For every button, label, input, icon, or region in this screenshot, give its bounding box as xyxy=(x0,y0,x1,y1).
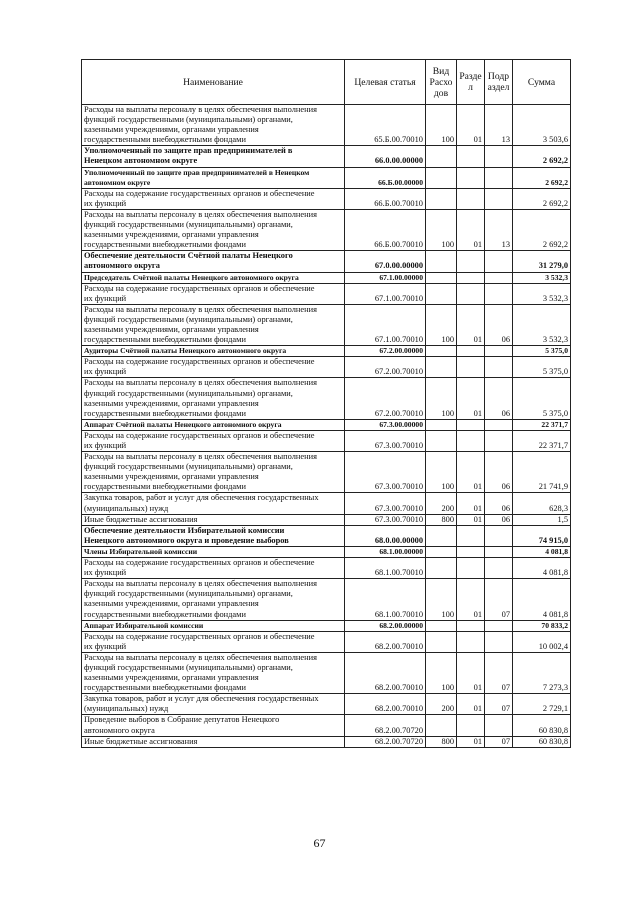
row-sum: 5 375,0 xyxy=(513,378,571,419)
row-name xyxy=(82,736,345,747)
table-row xyxy=(82,558,571,579)
row-name-line: Уполномоченный по защите прав предпринимателей в xyxy=(84,146,293,156)
row-expense-type: 100 xyxy=(426,304,457,345)
row-name xyxy=(82,346,345,357)
row-subsection xyxy=(485,188,513,209)
row-expense-type xyxy=(426,251,457,272)
row-section xyxy=(457,188,485,209)
row-name-line: государственными внебюджетными фондами xyxy=(84,482,246,492)
row-expense-type: 100 xyxy=(426,579,457,620)
row-section xyxy=(457,283,485,304)
table-row xyxy=(82,272,571,283)
row-name-line: функций государственными (муниципальными) органами, xyxy=(84,220,293,230)
row-name-line: (муниципальных) нужд xyxy=(84,704,169,714)
row-section: 01 xyxy=(457,378,485,419)
row-subsection xyxy=(485,715,513,736)
row-subsection: 07 xyxy=(485,736,513,747)
row-name xyxy=(82,493,345,514)
row-target-article: 67.2.00.00000 xyxy=(345,346,426,357)
row-section xyxy=(457,357,485,378)
row-section xyxy=(457,631,485,652)
header-sum: Сумма xyxy=(513,60,571,105)
row-name xyxy=(82,579,345,620)
row-section: 01 xyxy=(457,452,485,493)
row-name-line: казенными учреждениями, органами управления xyxy=(84,472,259,482)
row-name xyxy=(82,378,345,419)
row-target-article: 68.2.00.00000 xyxy=(345,620,426,631)
row-name-line: казенными учреждениями, органами управления xyxy=(84,125,259,135)
row-name-line: (муниципальных) нужд xyxy=(84,503,169,513)
row-name-line: государственными внебюджетными фондами xyxy=(84,683,246,693)
table-row xyxy=(82,631,571,652)
row-subsection: 07 xyxy=(485,652,513,693)
row-sum: 60 830,8 xyxy=(513,736,571,747)
row-expense-type: 800 xyxy=(426,514,457,525)
row-name-line: казенными учреждениями, органами управления xyxy=(84,398,259,408)
header-section: Разде л xyxy=(457,60,485,105)
table-row xyxy=(82,378,571,419)
row-target-article: 66.0.00.00000 xyxy=(345,146,426,167)
row-expense-type: 100 xyxy=(426,452,457,493)
row-name-line: Аппарат Счётной палаты Ненецкого автономного округа xyxy=(84,419,282,429)
row-target-article: 67.0.00.00000 xyxy=(345,251,426,272)
row-name-line: их функций xyxy=(84,641,127,651)
row-subsection xyxy=(485,546,513,557)
row-expense-type xyxy=(426,346,457,357)
header-target-article: Целевая статья xyxy=(345,60,426,105)
row-name xyxy=(82,715,345,736)
row-target-article: 66.Б.00.00000 xyxy=(345,167,426,188)
row-section xyxy=(457,430,485,451)
row-expense-type xyxy=(426,546,457,557)
row-target-article: 67.1.00.00000 xyxy=(345,272,426,283)
row-name-line: Закупка товаров, работ и услуг для обеспечения государственных xyxy=(84,493,319,503)
table-row xyxy=(82,283,571,304)
row-sum: 10 002,4 xyxy=(513,631,571,652)
table-row xyxy=(82,146,571,167)
row-expense-type xyxy=(426,525,457,546)
row-name-line: Иные бюджетные ассигнования xyxy=(84,514,198,524)
row-name xyxy=(82,272,345,283)
row-sum: 22 371,7 xyxy=(513,419,571,430)
row-name xyxy=(82,283,345,304)
table-row xyxy=(82,209,571,250)
header-expense-type: Вид Расхо дов xyxy=(426,60,457,105)
row-section: 01 xyxy=(457,579,485,620)
row-sum: 628,3 xyxy=(513,493,571,514)
row-sum: 7 273,3 xyxy=(513,652,571,693)
row-expense-type: 200 xyxy=(426,493,457,514)
row-expense-type: 100 xyxy=(426,652,457,693)
table-row xyxy=(82,419,571,430)
row-expense-type xyxy=(426,357,457,378)
row-expense-type xyxy=(426,631,457,652)
row-target-article: 68.1.00.00000 xyxy=(345,546,426,557)
row-name-line: функций государственными (муниципальными) органами, xyxy=(84,314,293,324)
row-subsection xyxy=(485,146,513,167)
row-subsection: 13 xyxy=(485,209,513,250)
row-name-line: их функций xyxy=(84,293,127,303)
budget-table xyxy=(81,59,571,748)
row-section xyxy=(457,620,485,631)
row-name xyxy=(82,167,345,188)
table-row xyxy=(82,546,571,557)
row-section xyxy=(457,715,485,736)
row-name-line: государственными внебюджетными фондами xyxy=(84,609,246,619)
row-target-article: 68.2.00.70720 xyxy=(345,736,426,747)
row-subsection: 06 xyxy=(485,493,513,514)
row-name-line: Расходы на выплаты персоналу в целях обеспечения выполнения xyxy=(84,378,317,388)
row-sum: 2 692,2 xyxy=(513,167,571,188)
row-name xyxy=(82,251,345,272)
row-name xyxy=(82,209,345,250)
row-subsection: 06 xyxy=(485,514,513,525)
row-sum: 3 532,3 xyxy=(513,272,571,283)
row-target-article: 67.3.00.70010 xyxy=(345,493,426,514)
row-name-line: Расходы на содержание государственных органов и обеспечение xyxy=(84,283,315,293)
row-name-line: Иные бюджетные ассигнования xyxy=(84,736,198,746)
row-subsection xyxy=(485,631,513,652)
row-target-article: 68.2.00.70010 xyxy=(345,652,426,693)
row-section: 01 xyxy=(457,105,485,146)
row-section xyxy=(457,346,485,357)
table-row xyxy=(82,251,571,272)
row-target-article: 66.Б.00.70010 xyxy=(345,209,426,250)
row-section xyxy=(457,272,485,283)
row-sum: 31 279,0 xyxy=(513,251,571,272)
row-name xyxy=(82,620,345,631)
row-name xyxy=(82,525,345,546)
row-name-line: Аудиторы Счётной палаты Ненецкого автономного округа xyxy=(84,346,287,356)
row-target-article: 68.0.00.00000 xyxy=(345,525,426,546)
row-section: 01 xyxy=(457,209,485,250)
row-name-line: Расходы на выплаты персоналу в целях обеспечения выполнения xyxy=(84,105,317,114)
row-name-line: Аппарат Избирательной комиссии xyxy=(84,620,204,630)
row-subsection: 06 xyxy=(485,304,513,345)
row-name-line: Расходы на содержание государственных органов и обеспечение xyxy=(84,558,315,568)
row-target-article: 67.3.00.70010 xyxy=(345,514,426,525)
row-name xyxy=(82,419,345,430)
row-section xyxy=(457,251,485,272)
page-number: 67 xyxy=(313,836,326,850)
row-expense-type xyxy=(426,283,457,304)
row-sum: 60 830,8 xyxy=(513,715,571,736)
row-name-line: функций государственными (муниципальными) органами, xyxy=(84,662,293,672)
row-name-line: функций государственными (муниципальными) органами, xyxy=(84,115,293,125)
row-subsection: 07 xyxy=(485,694,513,715)
table-row xyxy=(82,736,571,747)
row-name-line: функций государственными (муниципальными) органами, xyxy=(84,462,293,472)
row-target-article: 67.3.00.70010 xyxy=(345,430,426,451)
table-row xyxy=(82,514,571,525)
row-name-line: государственными внебюджетными фондами xyxy=(84,135,246,145)
row-target-article: 67.3.00.70010 xyxy=(345,452,426,493)
row-name-line: Уполномоченный по защите прав предпринимателей в Ненецком xyxy=(84,167,310,177)
table-row xyxy=(82,525,571,546)
row-sum: 3 532,3 xyxy=(513,283,571,304)
header-name: Наименование xyxy=(82,60,345,105)
row-expense-type xyxy=(426,715,457,736)
row-expense-type xyxy=(426,146,457,167)
row-sum: 3 532,3 xyxy=(513,304,571,345)
row-expense-type xyxy=(426,430,457,451)
row-section xyxy=(457,546,485,557)
row-name-line: их функций xyxy=(84,441,127,450)
row-target-article: 68.2.00.70010 xyxy=(345,631,426,652)
row-name-line: Расходы на выплаты персоналу в целях обеспечения выполнения xyxy=(84,304,317,314)
row-name xyxy=(82,514,345,525)
row-name-line: государственными внебюджетными фондами xyxy=(84,335,246,345)
row-sum: 5 375,0 xyxy=(513,357,571,378)
row-expense-type: 100 xyxy=(426,378,457,419)
table-row xyxy=(82,430,571,451)
row-name-line: автономного округа xyxy=(84,261,160,271)
row-section: 01 xyxy=(457,652,485,693)
row-name-line: Ненецком автономном округе xyxy=(84,156,198,166)
row-name-line: Расходы на содержание государственных органов и обеспечение xyxy=(84,188,315,198)
row-target-article: 67.1.00.70010 xyxy=(345,283,426,304)
row-subsection xyxy=(485,167,513,188)
table-row xyxy=(82,188,571,209)
table-row xyxy=(82,452,571,493)
row-sum: 2 692,2 xyxy=(513,188,571,209)
row-section xyxy=(457,525,485,546)
row-name-line: Закупка товаров, работ и услуг для обеспечения государственных xyxy=(84,694,319,704)
row-target-article: 68.1.00.70010 xyxy=(345,558,426,579)
row-subsection xyxy=(485,346,513,357)
row-name-line: Председатель Счётной палаты Ненецкого автономного округа xyxy=(84,272,299,282)
row-expense-type: 800 xyxy=(426,736,457,747)
row-sum: 2 692,2 xyxy=(513,209,571,250)
row-name xyxy=(82,430,345,451)
row-name-line: Члены Избирательной комиссии xyxy=(84,546,198,556)
row-sum: 74 915,0 xyxy=(513,525,571,546)
row-name xyxy=(82,357,345,378)
table-row xyxy=(82,105,571,146)
row-sum: 5 375,0 xyxy=(513,346,571,357)
row-sum: 21 741,9 xyxy=(513,452,571,493)
row-target-article: 66.Б.00.70010 xyxy=(345,188,426,209)
row-expense-type: 100 xyxy=(426,209,457,250)
row-sum: 1,5 xyxy=(513,514,571,525)
row-target-article: 67.3.00.00000 xyxy=(345,419,426,430)
table-row xyxy=(82,652,571,693)
row-section: 01 xyxy=(457,736,485,747)
row-name-line: казенными учреждениями, органами управления xyxy=(84,324,259,334)
row-name xyxy=(82,304,345,345)
row-subsection xyxy=(485,525,513,546)
row-subsection: 06 xyxy=(485,378,513,419)
table-row xyxy=(82,493,571,514)
row-name-line: казенными учреждениями, органами управления xyxy=(84,673,259,683)
row-name xyxy=(82,558,345,579)
table-row xyxy=(82,694,571,715)
row-target-article: 68.2.00.70720 xyxy=(345,715,426,736)
row-name-line: Расходы на содержание государственных органов и обеспечение xyxy=(84,430,315,440)
row-section xyxy=(457,558,485,579)
table-row xyxy=(82,620,571,631)
row-name xyxy=(82,631,345,652)
row-sum: 22 371,7 xyxy=(513,430,571,451)
row-expense-type xyxy=(426,167,457,188)
row-target-article: 67.2.00.70010 xyxy=(345,378,426,419)
row-name xyxy=(82,146,345,167)
row-expense-type xyxy=(426,419,457,430)
row-subsection xyxy=(485,430,513,451)
row-name-line: автономного округа xyxy=(84,725,155,735)
row-sum: 4 081,8 xyxy=(513,546,571,557)
row-name xyxy=(82,188,345,209)
row-target-article: 68.2.00.70010 xyxy=(345,694,426,715)
table-row xyxy=(82,579,571,620)
row-name xyxy=(82,452,345,493)
row-expense-type xyxy=(426,620,457,631)
row-subsection: 13 xyxy=(485,105,513,146)
row-sum: 4 081,8 xyxy=(513,558,571,579)
row-name-line: автономном округе xyxy=(84,177,151,187)
row-section xyxy=(457,146,485,167)
row-name-line: Расходы на содержание государственных органов и обеспечение xyxy=(84,357,315,367)
table-row xyxy=(82,715,571,736)
table-body xyxy=(82,105,571,748)
row-target-article: 65.Б.00.70010 xyxy=(345,105,426,146)
table-row xyxy=(82,357,571,378)
row-section: 01 xyxy=(457,493,485,514)
row-sum: 3 503,6 xyxy=(513,105,571,146)
row-sum: 2 729,1 xyxy=(513,694,571,715)
row-sum: 4 081,8 xyxy=(513,579,571,620)
row-target-article: 68.1.00.70010 xyxy=(345,579,426,620)
row-section: 01 xyxy=(457,304,485,345)
table-row xyxy=(82,304,571,345)
row-name-line: их функций xyxy=(84,568,127,578)
row-name-line: их функций xyxy=(84,198,127,208)
row-subsection xyxy=(485,272,513,283)
row-subsection: 07 xyxy=(485,579,513,620)
header-subsection: Подр аздел xyxy=(485,60,513,105)
row-section xyxy=(457,167,485,188)
row-subsection xyxy=(485,251,513,272)
row-name xyxy=(82,694,345,715)
row-target-article: 67.2.00.70010 xyxy=(345,357,426,378)
table-row xyxy=(82,346,571,357)
row-sum: 70 833,2 xyxy=(513,620,571,631)
row-name-line: их функций xyxy=(84,367,127,377)
row-name-line: функций государственными (муниципальными) органами, xyxy=(84,388,293,398)
row-name xyxy=(82,652,345,693)
row-name-line: Обеспечение деятельности Счётной палаты Ненецкого xyxy=(84,251,293,261)
row-name-line: государственными внебюджетными фондами xyxy=(84,408,246,418)
row-section: 01 xyxy=(457,694,485,715)
row-section xyxy=(457,419,485,430)
table-row xyxy=(82,167,571,188)
row-name-line: Расходы на содержание государственных органов и обеспечение xyxy=(84,631,315,641)
row-subsection: 06 xyxy=(485,452,513,493)
row-subsection xyxy=(485,283,513,304)
row-subsection xyxy=(485,620,513,631)
row-name-line: Обеспечение деятельности Избирательной комиссии xyxy=(84,525,285,535)
row-subsection xyxy=(485,357,513,378)
row-name-line: функций государственными (муниципальными) органами, xyxy=(84,589,293,599)
row-subsection xyxy=(485,558,513,579)
table-header-row xyxy=(82,60,571,105)
row-subsection xyxy=(485,419,513,430)
row-sum: 2 692,2 xyxy=(513,146,571,167)
row-expense-type xyxy=(426,188,457,209)
row-name-line: Расходы на выплаты персоналу в целях обеспечения выполнения xyxy=(84,652,317,662)
row-name-line: Ненецкого автономного округа и проведение выборов xyxy=(84,535,289,545)
row-name-line: государственными внебюджетными фондами xyxy=(84,240,246,250)
row-target-article: 67.1.00.70010 xyxy=(345,304,426,345)
row-expense-type: 100 xyxy=(426,105,457,146)
row-name-line: казенными учреждениями, органами управления xyxy=(84,599,259,609)
row-section: 01 xyxy=(457,514,485,525)
row-expense-type xyxy=(426,558,457,579)
row-name-line: Проведение выборов в Собрание депутатов Ненецкого xyxy=(84,715,280,725)
row-name xyxy=(82,546,345,557)
row-expense-type xyxy=(426,272,457,283)
row-expense-type: 200 xyxy=(426,694,457,715)
row-name-line: Расходы на выплаты персоналу в целях обеспечения выполнения xyxy=(84,452,317,462)
row-name-line: Расходы на выплаты персоналу в целях обеспечения выполнения xyxy=(84,209,317,219)
row-name-line: Расходы на выплаты персоналу в целях обеспечения выполнения xyxy=(84,579,317,589)
row-name-line: казенными учреждениями, органами управления xyxy=(84,230,259,240)
row-name xyxy=(82,105,345,146)
